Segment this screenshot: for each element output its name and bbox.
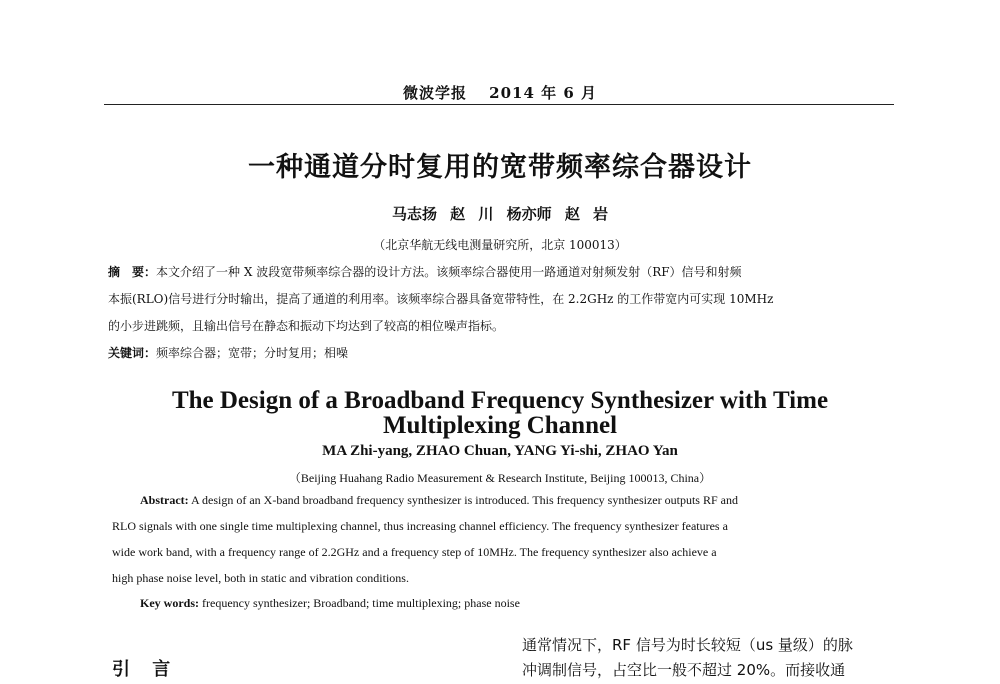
english-abstract-line: RLO signals with one single time multiplexing channel, thus increasing channel efficiency. The frequency synthesizer features a bbox=[112, 519, 728, 533]
english-abstract-text: A design of an X-band broadband frequency synthesizer is introduced. This frequency synthesizer outputs RF and bbox=[188, 493, 738, 507]
chinese-title: 一种通道分时复用的宽带频率综合器设计 bbox=[248, 152, 752, 183]
english-abstract-line: high phase noise level, both in static and vibration conditions. bbox=[112, 571, 409, 585]
chinese-keywords bbox=[108, 347, 898, 359]
chinese-abstract-line bbox=[108, 266, 898, 278]
chinese-abstract-line: 本振(RLO)信号进行分时输出，提高了通道的利用率。该频率综合器具备宽带特性，在 2.2GHz 的工作带宽内可实现 10MHz bbox=[108, 292, 774, 306]
english-affiliation: （Beijing Huahang Radio Measurement & Research Institute, Beijing 100013, China） bbox=[288, 471, 712, 485]
header-rule bbox=[104, 104, 894, 105]
body-text-line: 冲调制信号，占空比一般不超过 20%。而接收通 bbox=[522, 661, 846, 679]
journal-header: 微波学报 2014 年 6 月 bbox=[402, 84, 598, 102]
chinese-affiliation: （北京华航无线电测量研究所，北京 100013） bbox=[373, 238, 627, 252]
chinese-abstract-text: 本文介绍了一种 X 波段宽带频率综合器的设计方法。该频率综合器使用一路通道对射频发射（RF）信号和射频 bbox=[156, 265, 742, 279]
english-authors: MA Zhi-yang, ZHAO Chuan, YANG Yi-shi, ZHAO Yan bbox=[322, 443, 678, 459]
chinese-authors: 马志扬 赵 川 杨亦师 赵 岩 bbox=[391, 205, 609, 223]
english-keywords-label: Key words: bbox=[140, 596, 199, 610]
chinese-keywords-text: 频率综合器；宽带；分时复用；相噪 bbox=[156, 346, 349, 360]
english-title-line: Multiplexing Channel bbox=[382, 412, 618, 439]
section-heading: 引 言 bbox=[112, 659, 171, 680]
english-abstract-line bbox=[140, 494, 924, 506]
english-keywords bbox=[140, 597, 924, 609]
english-title-line: The Design of a Broadband Frequency Synthesizer with Time bbox=[171, 387, 829, 414]
english-abstract-label: Abstract: bbox=[140, 493, 189, 507]
chinese-keywords-label: 关键词： bbox=[108, 346, 157, 360]
body-text-line: 通常情况下，RF 信号为时长较短（us 量级）的脉 bbox=[522, 636, 853, 654]
chinese-abstract-line: 的小步进跳频，且输出信号在静态和振动下均达到了较高的相位噪声指标。 bbox=[108, 319, 505, 333]
english-abstract-line: wide work band, with a frequency range of 2.2GHz and a frequency step of 10MHz. The frequency synthesizer also achieve a bbox=[112, 545, 717, 559]
chinese-abstract-label: 摘 要： bbox=[108, 265, 157, 279]
english-keywords-text: frequency synthesizer; Broadband; time multiplexing; phase noise bbox=[199, 596, 520, 610]
